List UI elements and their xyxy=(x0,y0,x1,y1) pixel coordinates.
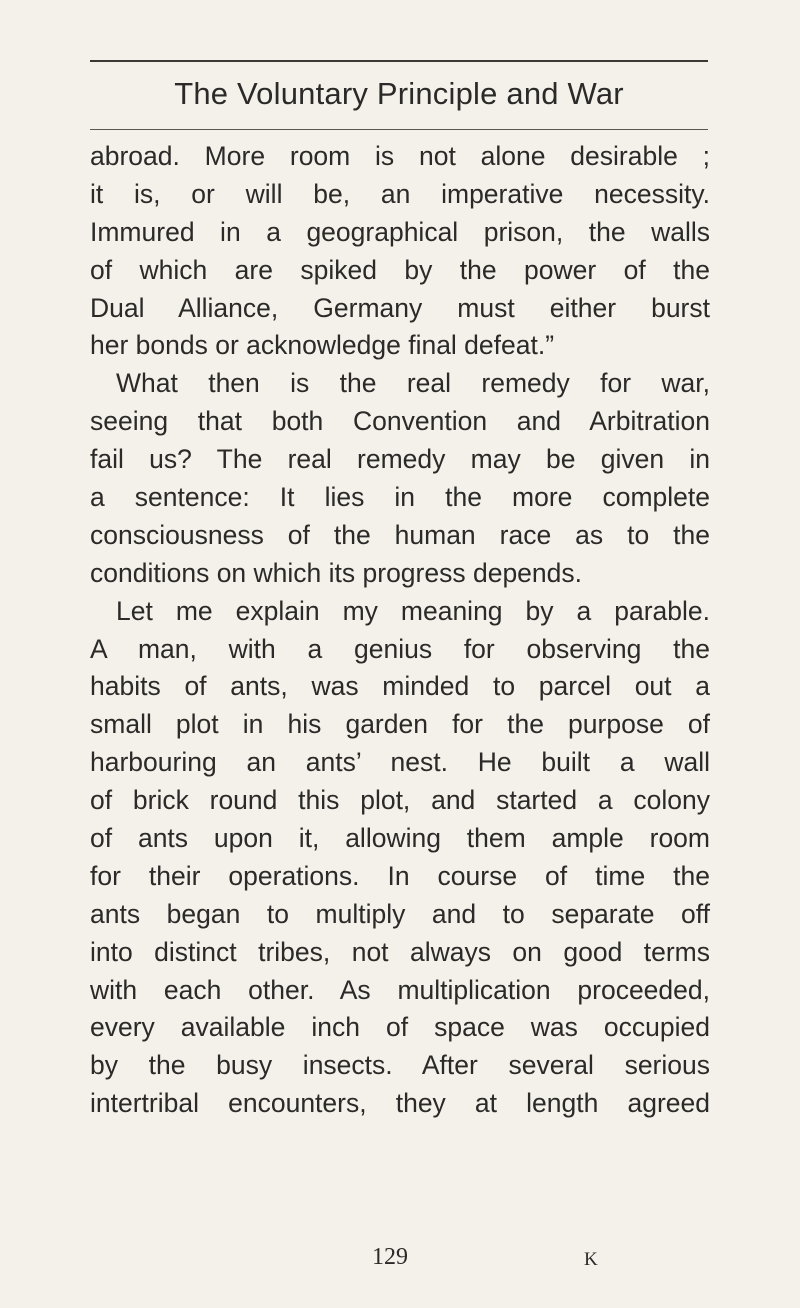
text-line: every available inch of space was occupied xyxy=(90,1012,710,1043)
text-line: fail us? The real remedy may be given in xyxy=(90,444,710,475)
text-line: ants began to multiply and to separate off xyxy=(90,898,710,929)
text-line: conditions on which its progress depends. xyxy=(90,557,583,588)
text-line: harbouring an ants’ nest. He built a wall xyxy=(90,747,710,778)
text-line: of which are spiked by the power of the xyxy=(90,254,710,285)
text-line: into distinct tribes, not always on good terms xyxy=(90,936,710,967)
header-bottom-rule xyxy=(90,129,708,130)
text-line: What then is the real remedy for war, xyxy=(116,368,710,399)
text-line: habits of ants, was minded to parcel out a xyxy=(90,671,710,702)
text-line: for their operations. In course of time the xyxy=(90,860,710,891)
text-line: Dual Alliance, Germany must either burst xyxy=(90,292,710,323)
text-line: abroad. More room is not alone desirable ; xyxy=(90,141,710,171)
text-line: Immured in a geographical prison, the walls xyxy=(90,216,710,247)
text-line: of ants upon it, allowing them ample room xyxy=(90,823,710,854)
text-line: it is, or will be, an imperative necessity. xyxy=(90,178,710,209)
header-top-rule xyxy=(90,60,708,62)
text-line: of brick round this plot, and started a colony xyxy=(90,785,710,816)
page-number: 129 xyxy=(372,1244,408,1270)
text-line: by the busy insects. After several serious xyxy=(90,1050,710,1081)
text-line: her bonds or acknowledge final defeat.” xyxy=(90,330,555,361)
text-line: with each other. As multiplication proceeded, xyxy=(90,974,710,1005)
text-line: a sentence: It lies in the more complete xyxy=(90,482,710,513)
body-text xyxy=(90,138,710,1123)
text-line: Let me explain my meaning by a parable. xyxy=(116,595,710,626)
running-head: The Voluntary Principle and War xyxy=(174,76,624,111)
signature-mark: K xyxy=(584,1249,598,1270)
text-line: A man, with a genius for observing the xyxy=(90,633,710,664)
text-line: small plot in his garden for the purpose of xyxy=(90,709,710,740)
text-line: seeing that both Convention and Arbitration xyxy=(90,406,710,437)
text-line: consciousness of the human race as to the xyxy=(90,519,710,550)
text-line: intertribal encounters, they at length agreed xyxy=(90,1088,710,1119)
